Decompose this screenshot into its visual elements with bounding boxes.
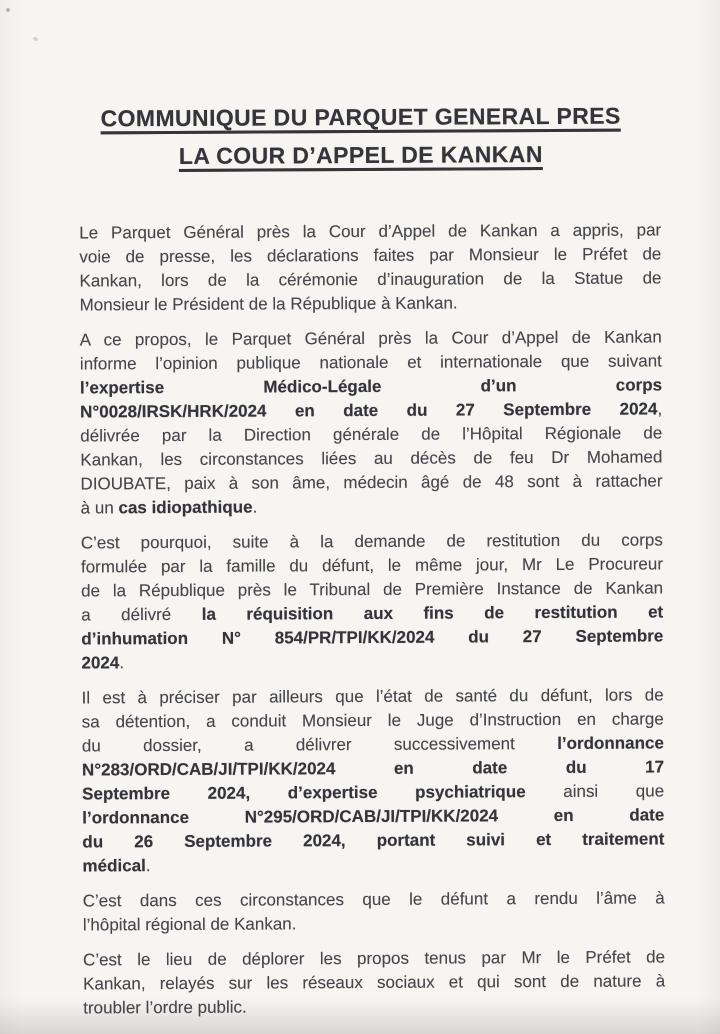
page-title: LA COUR D’APPEL DE KANKAN [178,141,543,169]
title-line-2 [1,136,720,178]
text-run: troubler l’ordre public. [83,997,247,1018]
text-line [80,325,662,352]
text-run: sa détention, a conduit Monsieur le Juge d’Instruction en charge [81,709,664,732]
title-line-1 [1,98,720,140]
text-run: Septembre 2024, d’expertise psychiatrique [82,782,526,804]
text-run: l’hôpital régional de Kankan. [82,914,297,935]
text-line [79,266,661,293]
text-run: . [252,497,258,517]
text-line [83,993,665,1020]
text-run: C’est pourquoi, suite à la demande de restitution du corps [80,530,663,553]
text-run: l’ordonnance N°295/ORD/CAB/JI/TPI/KK/2024 en date [82,805,665,828]
text-line [82,851,664,878]
document-body [1,218,720,1021]
text-run: DIOUBATE, paix à son âme, médecin âgé de 48 sont à rattacher [80,471,663,494]
text-run: C’est dans ces circonstances que le défunt a rendu l’âme à [82,888,665,911]
text-run: Monsieur le Président de la République à Kankan. [79,293,458,315]
text-run: voie de presse, les déclarations faites par Monsieur le Préfet de [79,244,662,267]
text-line [82,683,664,710]
text-line [80,445,662,472]
text-line [79,242,661,269]
text-run: du 26 Septembre 2024, portant suivi et traitement [82,829,665,852]
text-line [83,910,665,937]
text-line [82,731,664,758]
text-line [82,707,664,734]
text-run: N°0028/IRSK/HRK/2024 en date du 27 Septembre 2024 [80,399,658,422]
text-line [83,886,665,913]
paragraph [82,683,665,878]
text-run: Kankan, relayés sur les réseaux sociaux et qui sont de nature à [83,971,666,994]
text-line [81,493,663,520]
text-run: ainsi que [525,781,665,802]
text-run: l’expertise Médico-Légale d’un corps [79,375,663,398]
text-run: cas idiopathique [118,497,253,518]
text-run: formulée par la famille du défunt, le même jour, Mr Le Procureur [80,554,664,577]
text-run: à un [80,498,119,518]
text-run: N°283/ORD/CAB/JI/TPI/KK/2024 en date du 17 [81,757,665,780]
text-line [80,290,662,317]
text-run: l’ordonnance [557,733,664,753]
text-run: Il est à préciser par ailleurs que l’état de santé du défunt, lors de [81,685,664,708]
text-run: de la République près le Tribunal de Première Instance de Kankan [81,578,664,601]
text-line [83,945,665,972]
text-line [81,624,663,651]
text-line [80,349,662,376]
text-line [82,779,664,806]
text-line [82,755,664,782]
text-run: a délivré [81,604,202,625]
text-line [81,552,663,579]
paragraph [80,325,663,520]
text-run: , [657,399,663,419]
text-line [81,528,663,555]
text-line [81,648,663,675]
text-run: A ce propos, le Parquet Général près la Cour d’Appel de Kankan [79,327,662,350]
text-line [82,827,664,854]
text-line [80,373,662,400]
paragraph [83,886,665,937]
text-line [79,218,661,245]
text-line [80,421,662,448]
text-line [80,397,662,424]
text-run: la réquisition aux fins de restitution et [201,602,664,624]
text-run: . [119,653,125,673]
text-run: Kankan, lors de la cérémonie d’inauguration de la Statue de [79,268,662,291]
text-run: Le Parquet Général près la Cour d’Appel de Kankan a appris, par [79,220,662,243]
text-run: d’inhumation N° 854/PR/TPI/KK/2024 du 27 Septembre [81,626,664,649]
text-line [82,803,664,830]
paragraph [81,528,664,675]
text-run: 2024 [81,653,120,673]
text-line [81,576,663,603]
text-run: délivrée par la Direction générale de l’Hôpital Régionale de [80,423,663,446]
paragraph [79,218,661,317]
document-title [0,0,720,178]
text-line [81,600,663,627]
text-run: informe l’opinion publique nationale et internationale que suivant [79,351,662,374]
text-line [83,969,665,996]
paragraph [83,945,665,1020]
text-line [80,469,662,496]
text-run: médical [82,856,146,876]
text-run: du dossier, a délivrer successivement [81,733,558,756]
text-run: C’est le lieu de déplorer les propos tenus par Mr le Préfet de [82,947,666,970]
page-title: COMMUNIQUE DU PARQUET GENERAL PRES [100,102,621,132]
text-run: . [145,856,151,876]
text-run: Kankan, les circonstances liées au décès de feu Dr Mohamed [80,447,663,470]
